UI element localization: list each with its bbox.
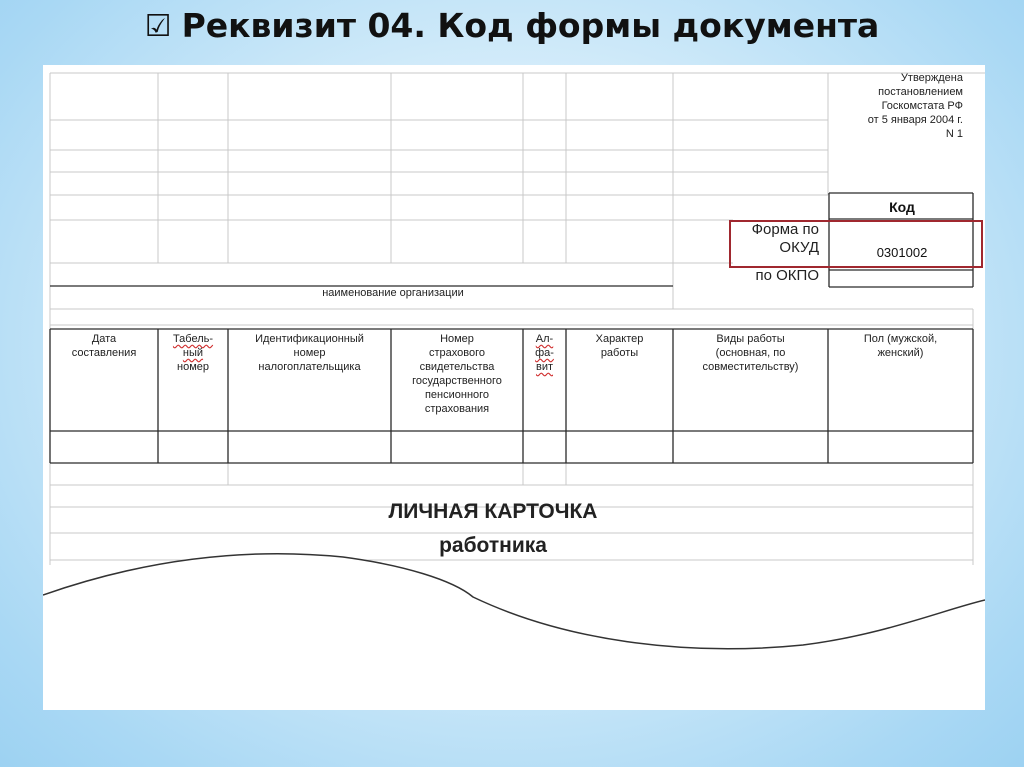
header-line: совместительству)	[702, 361, 799, 373]
okud-label-line: Форма по	[751, 221, 819, 238]
document-scan	[43, 65, 985, 710]
header-line: женский)	[877, 347, 924, 359]
header-line: номер	[293, 347, 326, 359]
approval-line: Госкомстата РФ	[881, 100, 963, 112]
okud-label-line: ОКУД	[779, 239, 819, 256]
organization-caption: наименование организации	[322, 287, 464, 299]
header-line: работы	[600, 347, 639, 359]
header-line: Характер	[595, 333, 644, 345]
approval-line: N 1	[945, 128, 963, 140]
code-header: Код	[889, 199, 915, 215]
col-personnel-number-header	[158, 332, 228, 374]
header-line: свидетельства	[419, 361, 495, 373]
header-line: номер	[177, 361, 209, 373]
header-line: Ал-	[535, 333, 554, 345]
okpo-label: по ОКПО	[755, 267, 819, 284]
col-alphabet-header	[523, 332, 566, 374]
card-title: ЛИЧНАЯ КАРТОЧКА	[388, 500, 598, 523]
header-line: Пол (мужской,	[863, 333, 938, 345]
col-insurance-number-header	[391, 332, 523, 416]
approval-note	[803, 71, 963, 141]
okud-code-value: 0301002	[876, 245, 928, 260]
approval-line: Утверждена	[900, 72, 963, 84]
header-line: Номер	[440, 333, 474, 345]
header-line: (основная, по	[715, 347, 786, 359]
header-line: страхования	[424, 403, 490, 415]
okud-highlight-frame	[729, 220, 983, 268]
header-line: Табель-	[172, 333, 214, 345]
header-line: вит	[535, 361, 554, 373]
header-line: Виды работы	[716, 333, 785, 345]
header-line: государственного	[412, 375, 502, 387]
slide-title	[0, 6, 1024, 45]
col-inn-header	[228, 332, 391, 374]
col-work-nature-header	[566, 332, 673, 360]
col-gender-header	[828, 332, 973, 360]
card-subtitle: работника	[439, 534, 547, 557]
header-line: пенсионного	[424, 389, 490, 401]
header-line: страхового	[429, 347, 485, 359]
checkbox-icon: ☑	[144, 9, 172, 44]
header-line: ный	[182, 347, 204, 359]
header-line: Дата	[91, 333, 117, 345]
header-line: составления	[71, 347, 137, 359]
header-line: налогоплательщика	[258, 361, 361, 373]
approval-line: постановлением	[878, 86, 963, 98]
approval-line: от 5 января 2004 г.	[867, 114, 963, 126]
header-line: фа-	[535, 347, 554, 359]
col-work-type-header	[673, 332, 828, 374]
col-date-header	[50, 332, 158, 360]
header-line: Идентификационный	[255, 333, 364, 345]
slide-title-text: Реквизит 04. Код формы документа	[181, 6, 880, 45]
